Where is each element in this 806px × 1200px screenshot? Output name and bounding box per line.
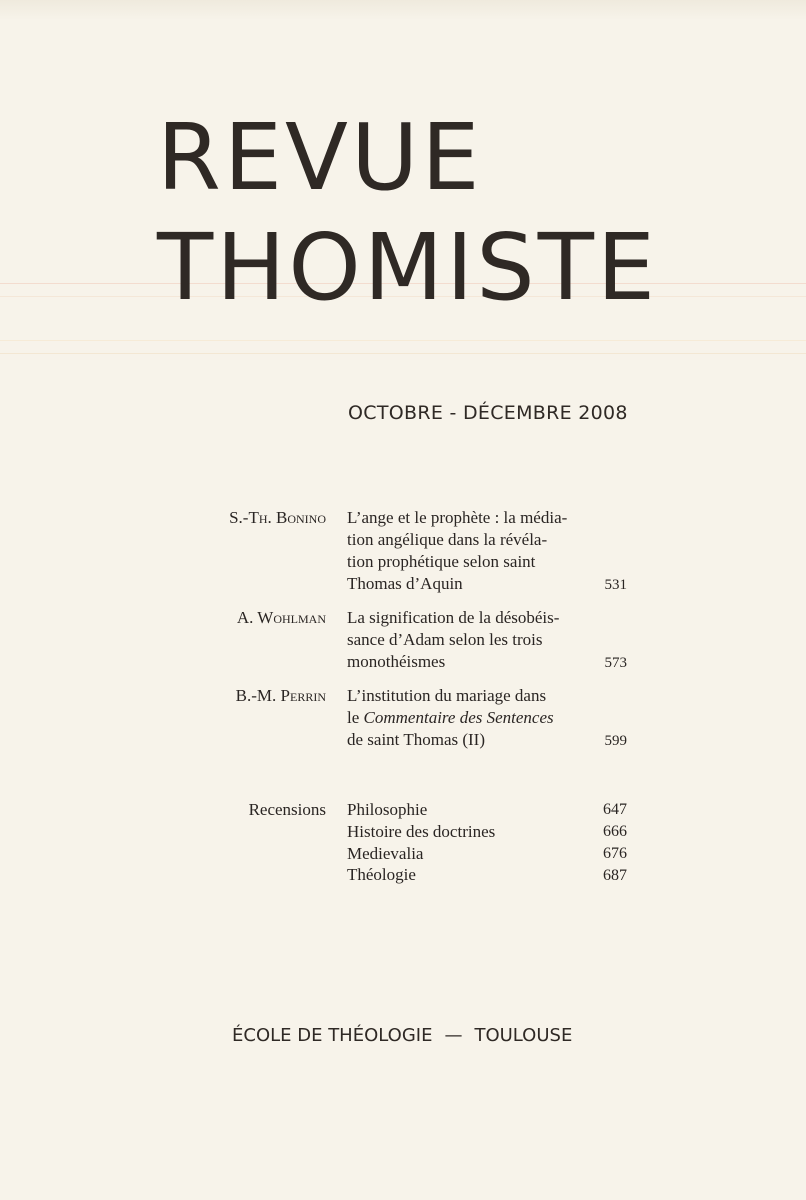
article-author: B.-M. Perrin [235,686,326,705]
article-title-line: L’ange et le prophète : la média- [347,508,568,527]
review-section: Théologie [347,865,416,884]
review-page-number: 666 [603,823,627,840]
em-dash: — [444,1025,463,1046]
scan-streak [0,353,806,354]
article-page-number: 599 [604,733,627,749]
journal-title-line1: REVUE [157,104,483,211]
scan-streak [0,340,806,341]
article-title-line: tion angélique dans la révéla- [347,530,548,549]
issue-date: OCTOBRE - DÉCEMBRE 2008 [348,402,628,424]
article-title-word: le [347,708,360,727]
reviews-label: Recensions [248,800,326,819]
publisher-city: TOULOUSE [474,1025,573,1046]
article-title-line: L’institution du mariage dans [347,686,547,705]
review-page-number: 676 [603,845,627,862]
article-title-line [347,708,554,728]
journal-title-line2: THOMISTE [157,214,659,321]
article-title-line: sance d’Adam selon les trois [347,630,543,649]
review-section: Medievalia [347,844,424,863]
cover-top-edge [0,0,806,20]
article-title-line: La signification de la désobéis- [347,608,560,627]
review-page-number: 647 [603,801,627,818]
review-section: Philosophie [347,800,428,819]
publisher-school: ÉCOLE DE THÉOLOGIE [232,1025,433,1046]
article-title-italic: Commentaire des Sentences [363,708,554,727]
article-title-line: tion prophétique selon saint [347,552,536,571]
article-page-number: 531 [604,577,627,593]
review-section: Histoire des doctrines [347,822,496,841]
publisher-line [232,1025,572,1046]
article-title-line: Thomas d’Aquin [347,574,463,593]
article-title-line: de saint Thomas (II) [347,730,486,749]
article-title-line: monothéismes [347,652,446,671]
article-author: S.-Th. Bonino [229,508,326,527]
review-page-number: 687 [603,867,627,884]
article-author: A. Wohlman [236,608,326,627]
article-page-number: 573 [604,655,627,671]
